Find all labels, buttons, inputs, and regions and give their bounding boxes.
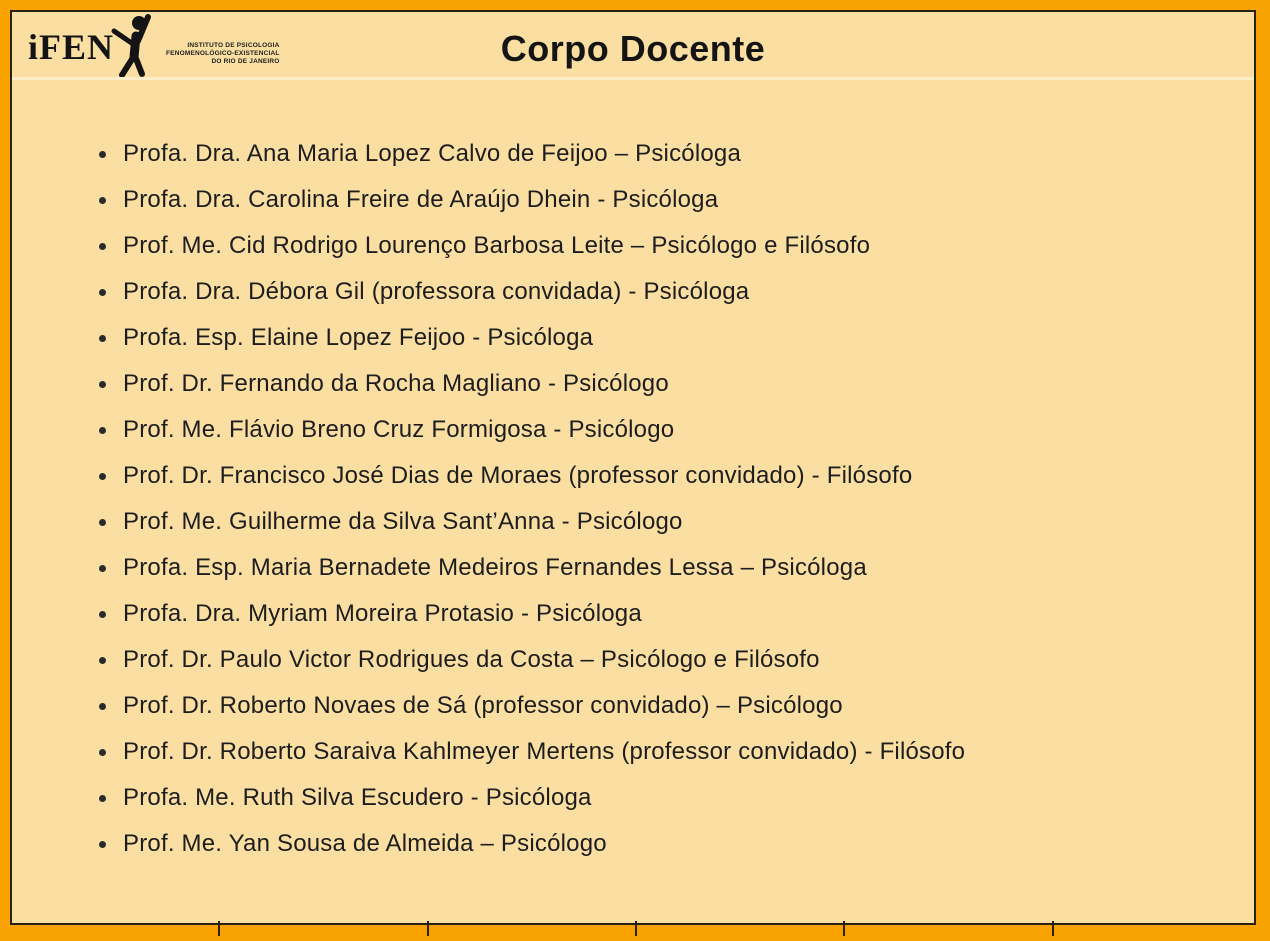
bullet-icon <box>99 381 106 388</box>
list-item <box>12 131 1254 177</box>
bottom-tick <box>427 921 429 936</box>
faculty-name: Profa. Dra. Carolina Freire de Araújo Dhein - Psicóloga <box>123 186 719 213</box>
bullet-icon <box>99 657 106 664</box>
logo-brand-text: iFEN <box>28 27 115 67</box>
faculty-name: Profa. Esp. Maria Bernadete Medeiros Fernandes Lessa – Psicóloga <box>123 554 867 581</box>
bullet-icon <box>99 473 106 480</box>
list-item <box>12 775 1254 821</box>
list-item <box>12 591 1254 637</box>
list-item <box>12 315 1254 361</box>
bullet-icon <box>99 611 106 618</box>
bullet-icon <box>99 841 106 848</box>
bullet-icon <box>99 795 106 802</box>
faculty-name: Prof. Dr. Roberto Saraiva Kahlmeyer Mertens (professor convidado) - Filósofo <box>123 738 966 765</box>
bullet-icon <box>99 151 106 158</box>
faculty-name: Profa. Me. Ruth Silva Escudero - Psicóloga <box>123 784 592 811</box>
list-item <box>12 269 1254 315</box>
bottom-tick <box>843 921 845 936</box>
bullet-icon <box>99 703 106 710</box>
logo-subtitle-line2: FENOMENOLÓGICO-EXISTENCIAL <box>166 50 280 57</box>
faculty-name: Prof. Dr. Francisco José Dias de Moraes (professor convidado) - Filósofo <box>123 462 913 489</box>
faculty-name: Prof. Me. Cid Rodrigo Lourenço Barbosa Leite – Psicólogo e Filósofo <box>123 232 871 259</box>
faculty-name: Profa. Dra. Ana Maria Lopez Calvo de Feijoo – Psicóloga <box>123 140 741 167</box>
faculty-list <box>12 131 1254 867</box>
list-item <box>12 729 1254 775</box>
header-separator <box>12 77 1254 80</box>
bottom-tick <box>218 921 220 936</box>
logo-subtitle-line3: DO RIO DE JANEIRO <box>211 58 280 65</box>
bullet-icon <box>99 197 106 204</box>
list-item <box>12 361 1254 407</box>
bullet-icon <box>99 427 106 434</box>
bottom-tick <box>1052 921 1054 936</box>
list-item <box>12 821 1254 867</box>
list-item <box>12 683 1254 729</box>
bullet-icon <box>99 565 106 572</box>
list-item <box>12 407 1254 453</box>
slide-panel <box>10 10 1256 925</box>
faculty-name: Profa. Dra. Débora Gil (professora convidada) - Psicóloga <box>123 278 750 305</box>
faculty-name: Prof. Dr. Fernando da Rocha Magliano - Psicólogo <box>123 370 669 397</box>
faculty-name: Prof. Me. Yan Sousa de Almeida – Psicólogo <box>123 830 607 857</box>
list-item <box>12 177 1254 223</box>
bullet-icon <box>99 243 106 250</box>
bottom-tick <box>635 921 637 936</box>
page-title: Corpo Docente <box>500 28 766 69</box>
list-item <box>12 637 1254 683</box>
faculty-name: Prof. Dr. Paulo Victor Rodrigues da Costa – Psicólogo e Filósofo <box>123 646 820 673</box>
list-item <box>12 453 1254 499</box>
list-item <box>12 223 1254 269</box>
list-item <box>12 499 1254 545</box>
bullet-icon <box>99 519 106 526</box>
list-item <box>12 545 1254 591</box>
faculty-name: Prof. Me. Flávio Breno Cruz Formigosa - Psicólogo <box>123 416 675 443</box>
bullet-icon <box>99 289 106 296</box>
bullet-icon <box>99 335 106 342</box>
logo-subtitle-line1: INSTITUTO DE PSICOLOGIA <box>187 42 280 49</box>
faculty-name: Profa. Dra. Myriam Moreira Protasio - Psicóloga <box>123 600 642 627</box>
faculty-name: Prof. Me. Guilherme da Silva Sant’Anna - Psicólogo <box>123 508 683 535</box>
faculty-name: Profa. Esp. Elaine Lopez Feijoo - Psicóloga <box>123 324 594 351</box>
faculty-name: Prof. Dr. Roberto Novaes de Sá (professor convidado) – Psicólogo <box>123 692 843 719</box>
header <box>12 12 1254 77</box>
bullet-icon <box>99 749 106 756</box>
